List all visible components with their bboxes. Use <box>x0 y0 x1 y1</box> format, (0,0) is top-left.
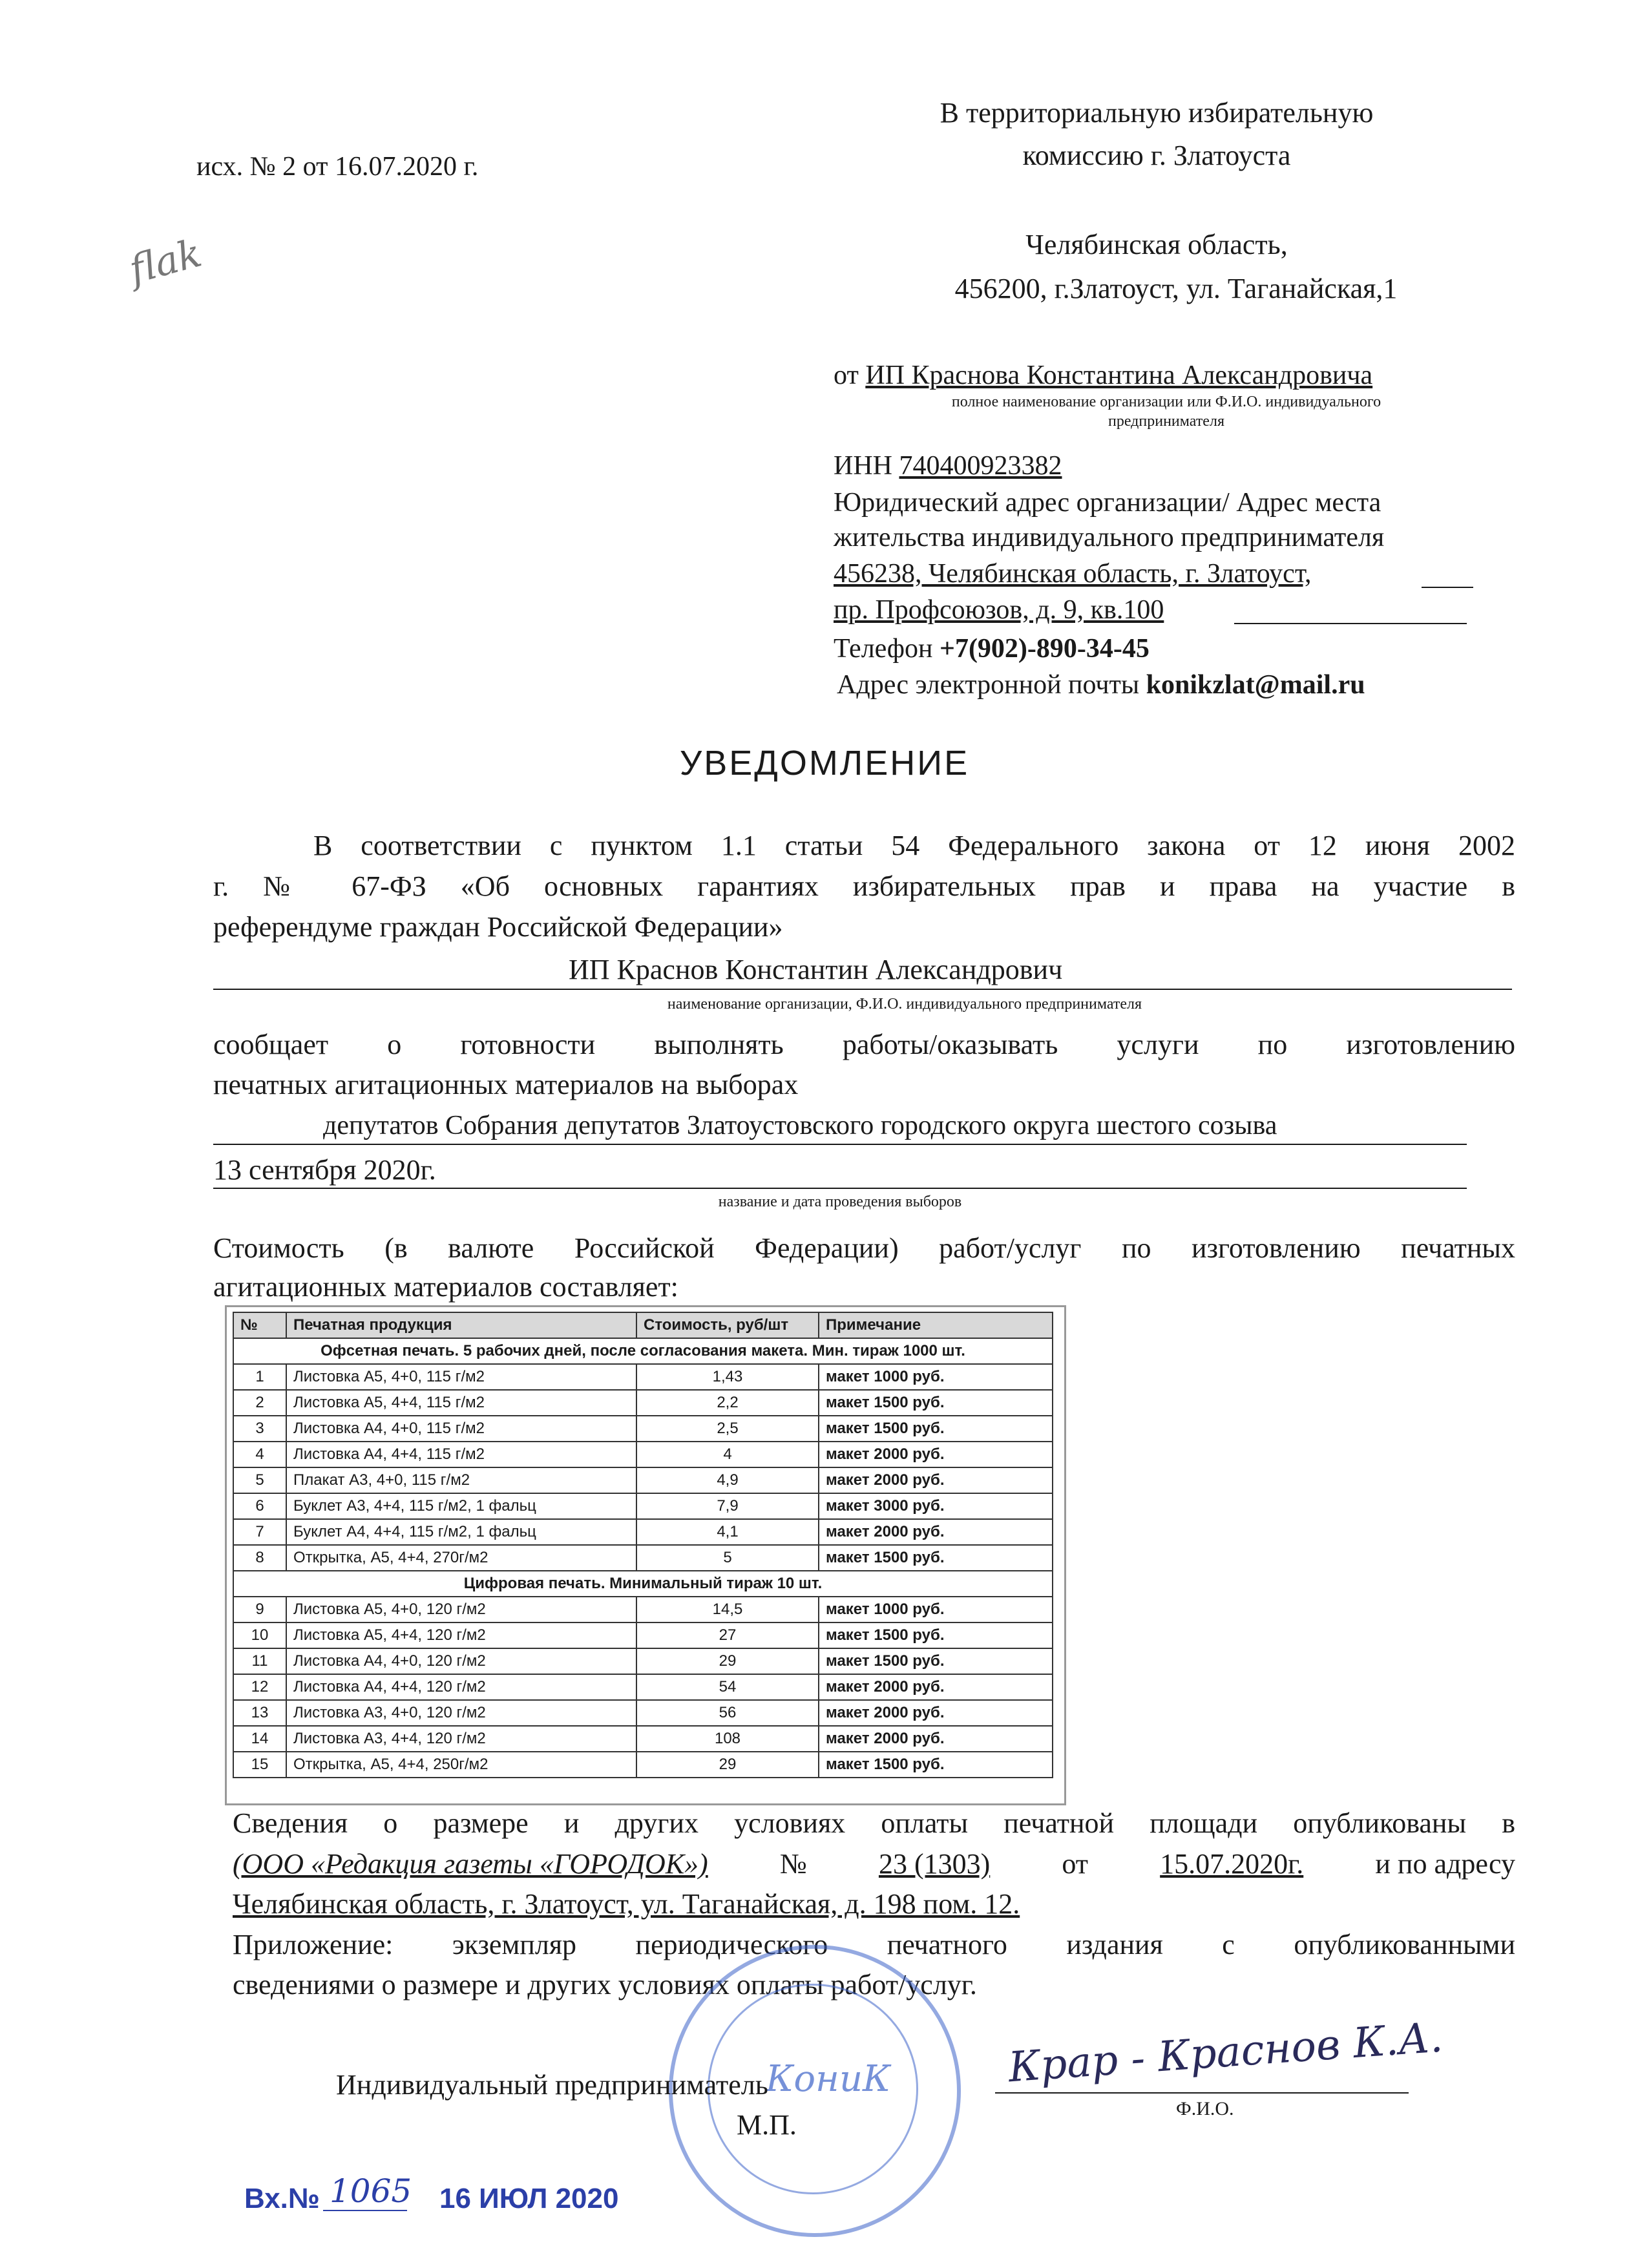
row-note: макет 1500 руб. <box>819 1545 1053 1571</box>
row-product: Открытка, А5, 4+4, 250г/м2 <box>286 1752 636 1778</box>
publication-tail: и по адресу <box>1375 1848 1515 1880</box>
address-value2: пр. Профсоюзов, д. 9, кв.100 <box>834 595 1164 625</box>
table-header-row <box>233 1312 1053 1338</box>
col-price: Стоимость, руб/шт <box>636 1312 819 1338</box>
from-hint1: полное наименование организации или Ф.И.О. индивидуального <box>951 394 1381 410</box>
col-note: Примечание <box>819 1312 1053 1338</box>
paragraph2-line1: сообщает о готовности выполнять работы/оказывать услуги по изготовлению <box>213 1029 1515 1060</box>
row-price: 4,1 <box>636 1519 819 1545</box>
table-row <box>233 1467 1053 1493</box>
row-number: 2 <box>233 1390 286 1416</box>
legal-address-label2: жительства индивидуального предпринимателя <box>834 523 1385 552</box>
row-price: 4,9 <box>636 1467 819 1493</box>
row-note: макет 3000 руб. <box>819 1493 1053 1519</box>
publication-number-label: № <box>779 1848 807 1880</box>
row-product: Листовка А4, 4+0, 120 г/м2 <box>286 1648 636 1674</box>
section-heading: Цифровая печать. Минимальный тираж 10 шт. <box>233 1571 1053 1597</box>
table-row <box>233 1700 1053 1726</box>
outgoing-number: исх. № 2 от 16.07.2020 г. <box>196 152 479 182</box>
table-row <box>233 1622 1053 1648</box>
table-row <box>233 1597 1053 1622</box>
section-heading: Офсетная печать. 5 рабочих дней, после согласования макета. Мин. тираж 1000 шт. <box>233 1338 1053 1364</box>
table-row <box>233 1752 1053 1778</box>
handwritten-signature: Крaр - Краснов К.А. <box>1007 2013 1445 2092</box>
row-number: 13 <box>233 1700 286 1726</box>
table-row <box>233 1442 1053 1467</box>
row-price: 108 <box>636 1726 819 1752</box>
inn-label: ИНН <box>834 451 899 481</box>
row-price: 7,9 <box>636 1493 819 1519</box>
paragraph2-line2: печатных агитационных материалов на выборах <box>213 1069 799 1100</box>
elections-line1: депутатов Собрания депутатов Златоустовского городского округа шестого созыва <box>323 1111 1277 1140</box>
row-note: макет 2000 руб. <box>819 1467 1053 1493</box>
row-note: макет 2000 руб. <box>819 1726 1053 1752</box>
row-price: 2,5 <box>636 1416 819 1442</box>
row-product: Листовка А5, 4+0, 115 г/м2 <box>286 1364 636 1390</box>
addressee-line1: В территориальную избирательную <box>940 97 1374 129</box>
row-price: 14,5 <box>636 1597 819 1622</box>
incoming-date: 16 ИЮЛ 2020 <box>439 2183 619 2214</box>
table-row <box>233 1390 1053 1416</box>
row-note: макет 2000 руб. <box>819 1674 1053 1700</box>
phone-line <box>834 632 1150 666</box>
phone-value: +7(902)-890-34-45 <box>940 634 1150 664</box>
row-note: макет 1500 руб. <box>819 1622 1053 1648</box>
row-product: Листовка А4, 4+4, 120 г/м2 <box>286 1674 636 1700</box>
row-price: 1,43 <box>636 1364 819 1390</box>
table-section-row <box>233 1571 1053 1597</box>
phone-label: Телефон <box>834 634 940 664</box>
email-line <box>837 668 1365 702</box>
row-product: Буклет А3, 4+4, 115 г/м2, 1 фальц <box>286 1493 636 1519</box>
email-value: konikzlat@mail.ru <box>1146 670 1365 700</box>
row-price: 29 <box>636 1752 819 1778</box>
row-price: 2,2 <box>636 1390 819 1416</box>
email-label: Адрес электронной почты <box>837 670 1146 700</box>
paragraph1-line2: г. № 67-ФЗ «Об основных гарантиях избирательных прав и права на участие в <box>213 870 1515 902</box>
table-row <box>233 1674 1053 1700</box>
row-number: 3 <box>233 1416 286 1442</box>
from-line <box>834 359 1372 392</box>
cost-line1: Стоимость (в валюте Российской Федерации) работ/услуг по изготовлению печатных <box>213 1232 1515 1264</box>
table-row <box>233 1648 1053 1674</box>
appendix-line2: сведениями о размере и других условиях оплаты работ/услуг. <box>233 1969 977 2000</box>
publication-line1: Сведения о размере и других условиях оплаты печатной площади опубликованы в <box>233 1807 1515 1839</box>
row-product: Листовка А3, 4+0, 120 г/м2 <box>286 1700 636 1726</box>
row-price: 56 <box>636 1700 819 1726</box>
row-price: 5 <box>636 1545 819 1571</box>
col-product: Печатная продукция <box>286 1312 636 1338</box>
document-title: УВЕДОМЛЕНИЕ <box>679 744 970 782</box>
row-number: 8 <box>233 1545 286 1571</box>
table-section-row <box>233 1338 1053 1364</box>
row-price: 4 <box>636 1442 819 1467</box>
table-row <box>233 1364 1053 1390</box>
table-row <box>233 1493 1053 1519</box>
row-product: Листовка А5, 4+4, 115 г/м2 <box>286 1390 636 1416</box>
publication-date: 15.07.2020г. <box>1160 1848 1304 1880</box>
row-number: 6 <box>233 1493 286 1519</box>
org-hint: наименование организации, Ф.И.О. индивидуального предпринимателя <box>667 996 1142 1013</box>
elections-hint: название и дата проведения выборов <box>718 1193 962 1210</box>
row-product: Листовка А3, 4+4, 120 г/м2 <box>286 1726 636 1752</box>
inn-value: 740400923382 <box>899 451 1062 481</box>
table-row <box>233 1416 1053 1442</box>
row-number: 9 <box>233 1597 286 1622</box>
incoming-number: 1065 <box>330 2172 412 2210</box>
appendix-line1: Приложение: экземпляр периодического печатного издания с опубликованными <box>233 1929 1515 1960</box>
from-prefix: от <box>834 361 866 390</box>
paragraph1-line3: референдуме граждан Российской Федерации» <box>213 911 783 943</box>
incoming-label: Вх.№ <box>244 2183 320 2214</box>
row-note: макет 1500 руб. <box>819 1416 1053 1442</box>
initials-handwritten: flak <box>124 230 207 293</box>
addressee-address: 456200, г.Златоуст, ул. Таганайская,1 <box>954 273 1398 304</box>
row-price: 54 <box>636 1674 819 1700</box>
publication-number: 23 (1303) <box>878 1848 991 1880</box>
inn-line <box>834 449 1062 483</box>
paragraph1-line1: В соответствии с пунктом 1.1 статьи 54 Федерального закона от 12 июня 2002 <box>313 830 1515 861</box>
publication-source: (ООО «Редакция газеты «ГОРОДОК») <box>233 1848 708 1880</box>
row-number: 4 <box>233 1442 286 1467</box>
addressee-region: Челябинская область, <box>1025 229 1288 260</box>
from-hint2: предпринимателя <box>1108 413 1224 430</box>
row-product: Открытка, А5, 4+4, 270г/м2 <box>286 1545 636 1571</box>
row-note: макет 2000 руб. <box>819 1442 1053 1467</box>
row-number: 1 <box>233 1364 286 1390</box>
row-product: Плакат А3, 4+0, 115 г/м2 <box>286 1467 636 1493</box>
row-product: Листовка А5, 4+4, 120 г/м2 <box>286 1622 636 1648</box>
row-product: Буклет А4, 4+4, 115 г/м2, 1 фальц <box>286 1519 636 1545</box>
row-number: 7 <box>233 1519 286 1545</box>
cost-line2: агитационных материалов составляет: <box>213 1271 678 1303</box>
row-note: макет 1500 руб. <box>819 1752 1053 1778</box>
publication-line2 <box>233 1847 1515 1882</box>
price-table <box>233 1312 1053 1778</box>
addressee-line2: комиссию г. Златоуста <box>1022 140 1291 171</box>
row-price: 29 <box>636 1648 819 1674</box>
row-product: Листовка А5, 4+0, 120 г/м2 <box>286 1597 636 1622</box>
publication-from-label: от <box>1062 1848 1089 1880</box>
seal-center-text: КониК <box>766 2058 891 2100</box>
row-note: макет 1500 руб. <box>819 1390 1053 1416</box>
org-name: ИП Краснов Константин Александрович <box>569 954 1063 985</box>
row-number: 5 <box>233 1467 286 1493</box>
publication-address: Челябинская область, г. Златоуст, ул. Таганайская, д. 198 пом. 12. <box>233 1888 1020 1920</box>
signatory-role: Индивидуальный предприниматель <box>336 2069 768 2101</box>
elections-line2: 13 сентября 2020г. <box>213 1154 436 1186</box>
row-number: 14 <box>233 1726 286 1752</box>
row-note: макет 1000 руб. <box>819 1597 1053 1622</box>
col-number: № <box>233 1312 286 1338</box>
row-number: 12 <box>233 1674 286 1700</box>
row-number: 11 <box>233 1648 286 1674</box>
row-number: 15 <box>233 1752 286 1778</box>
row-product: Листовка А4, 4+0, 115 г/м2 <box>286 1416 636 1442</box>
row-note: макет 1500 руб. <box>819 1648 1053 1674</box>
table-row <box>233 1726 1053 1752</box>
row-note: макет 2000 руб. <box>819 1700 1053 1726</box>
address-value1: 456238, Челябинская область, г. Златоуст, <box>834 559 1312 589</box>
stamp-place-mp: М.П. <box>737 2109 797 2141</box>
row-price: 27 <box>636 1622 819 1648</box>
row-note: макет 1000 руб. <box>819 1364 1053 1390</box>
row-note: макет 2000 руб. <box>819 1519 1053 1545</box>
from-name: ИП Краснова Константина Александровича <box>865 361 1373 390</box>
fio-hint: Ф.И.О. <box>1176 2098 1234 2119</box>
legal-address-label1: Юридический адрес организации/ Адрес места <box>834 488 1381 518</box>
row-product: Листовка А4, 4+4, 115 г/м2 <box>286 1442 636 1467</box>
table-row <box>233 1519 1053 1545</box>
row-number: 10 <box>233 1622 286 1648</box>
table-row <box>233 1545 1053 1571</box>
